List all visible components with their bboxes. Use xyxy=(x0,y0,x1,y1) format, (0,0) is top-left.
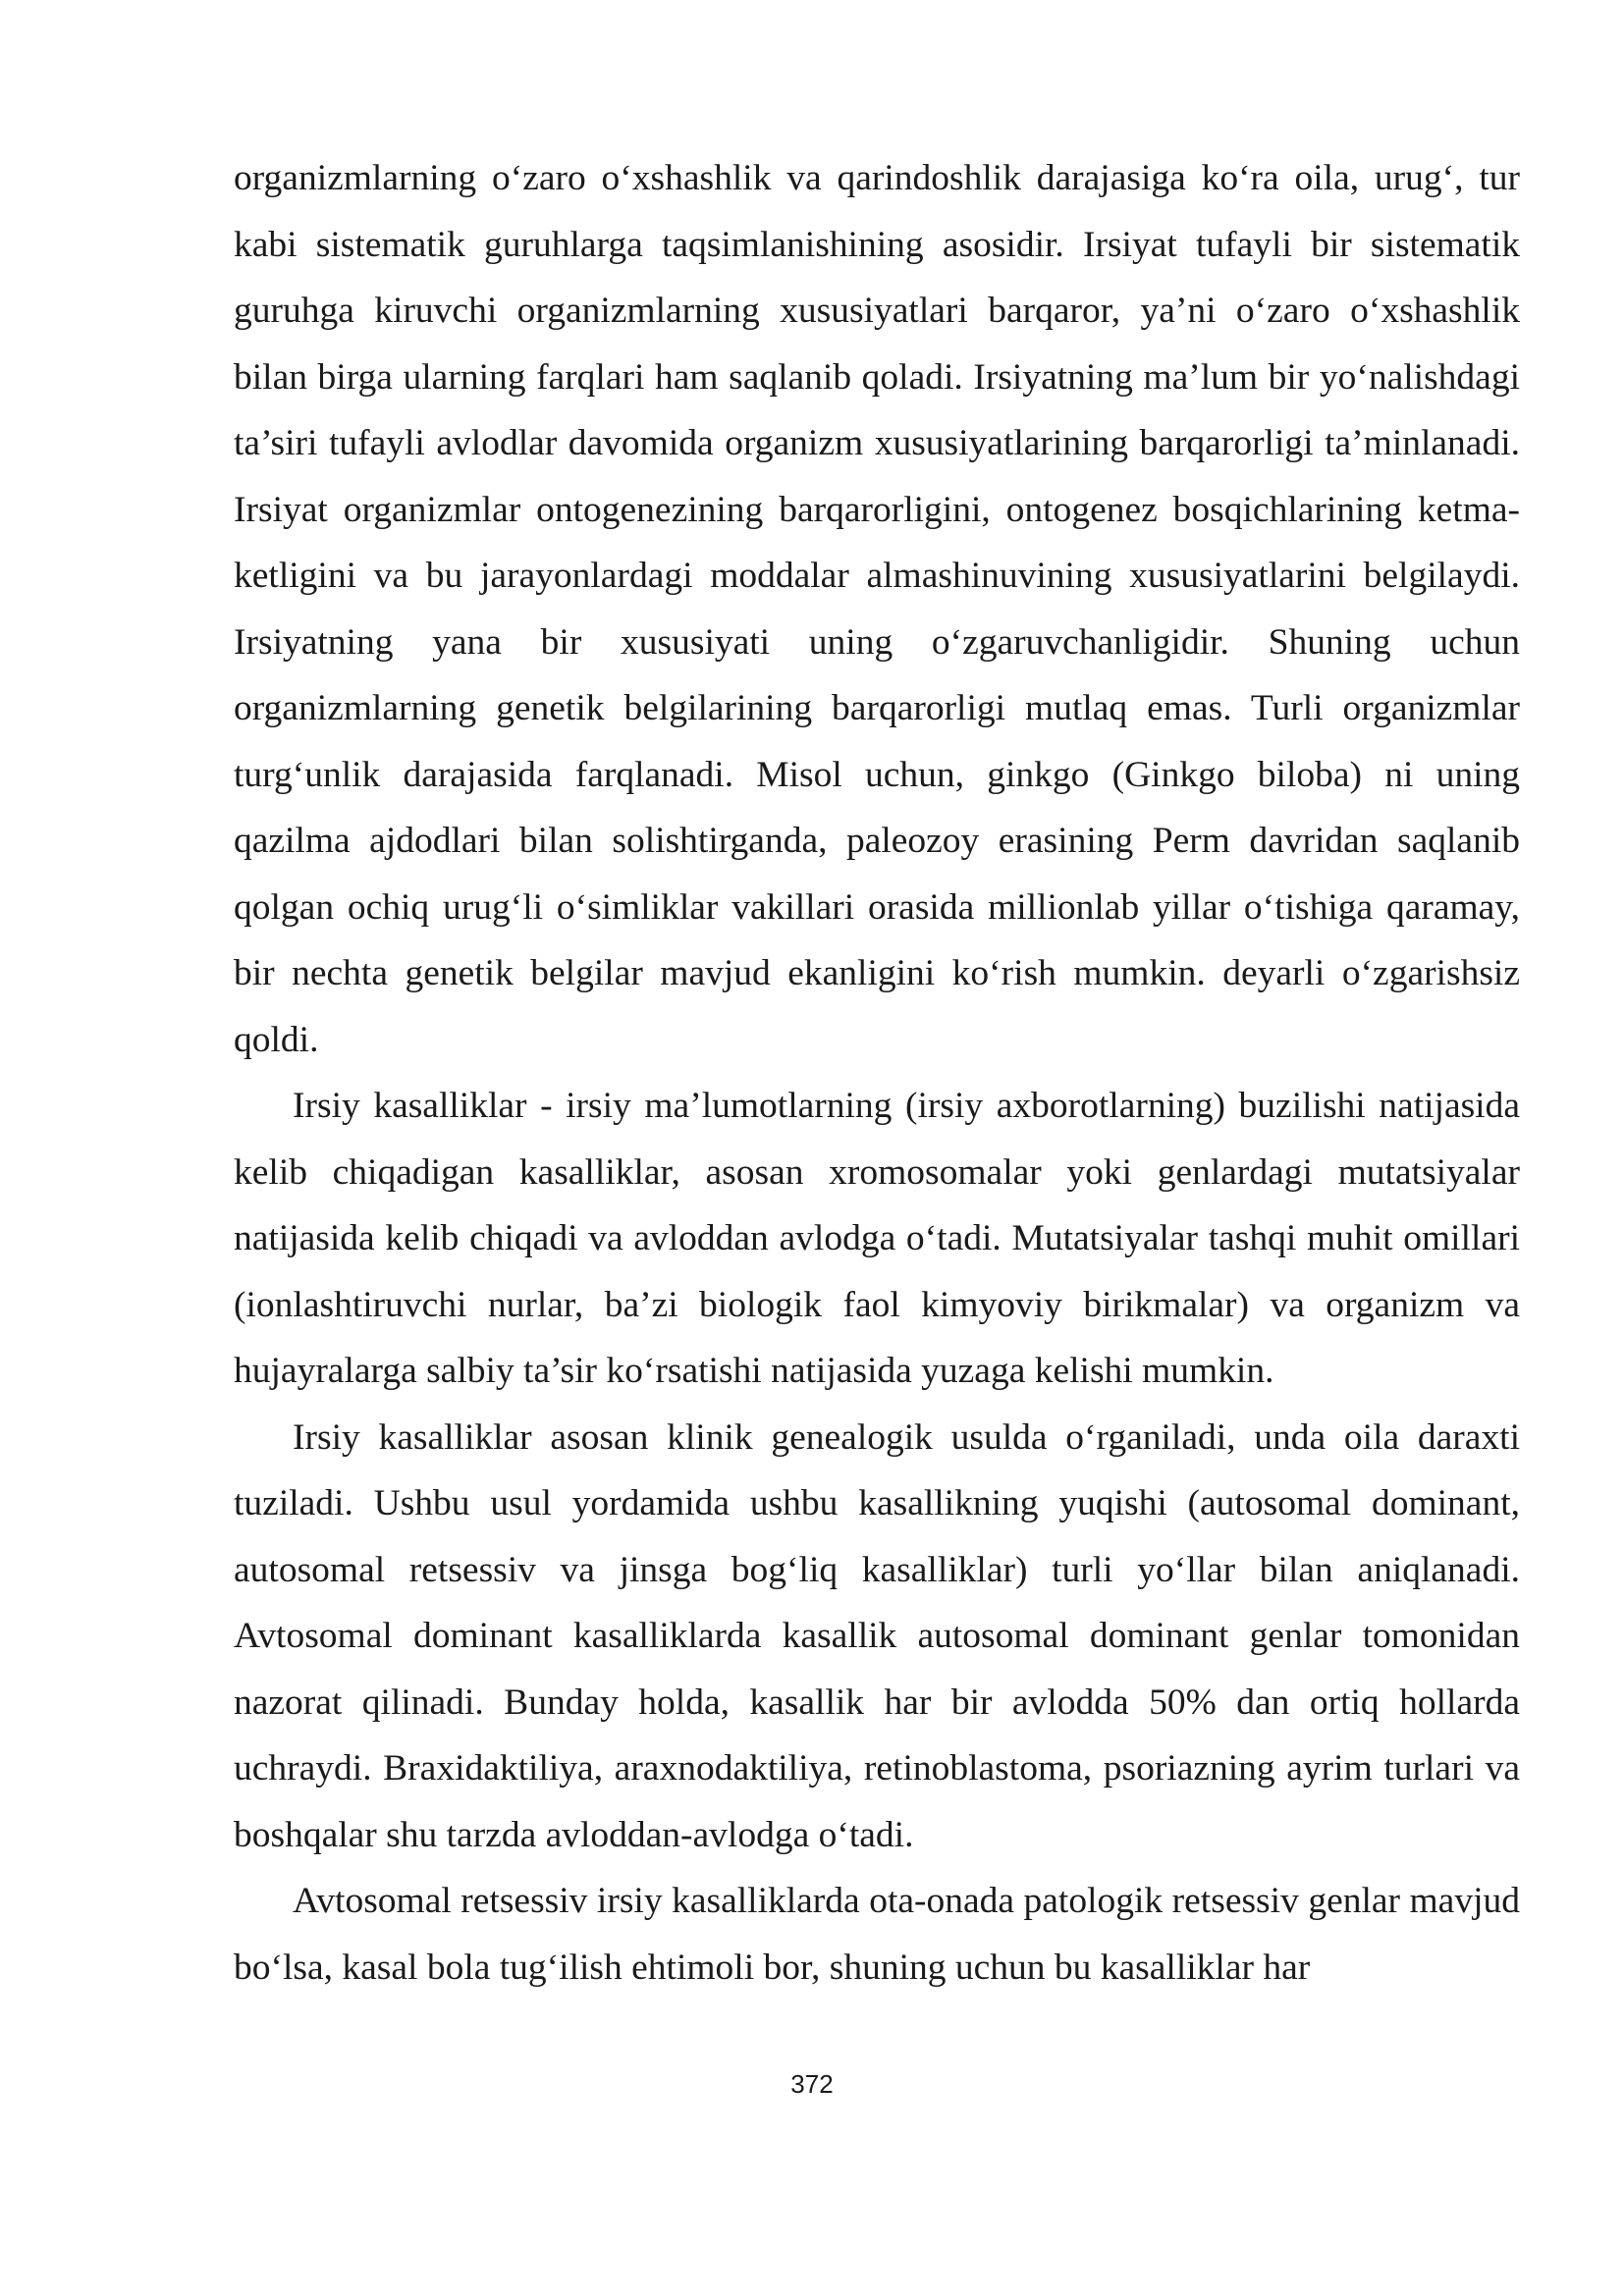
paragraph-heredity-stability: organizmlarning o‘zaro o‘xshashlik va qarindoshlik darajasiga ko‘ra oila, urug‘, tur kabi sistematik guruhlarga taqsimlanishining asosidir. Irsiyat tufayli bir sistematik guruhga kiruvchi organizmlarning xususiyatlari barqaror, ya’ni o‘zaro o‘xshashlik bilan birga ularning farqlari ham saqlanib qoladi. Irsiyatning ma’lum bir yo‘nalishdagi ta’siri tufayli avlodlar davomida organizm xususiyatlarining barqarorligi ta’minlanadi. Irsiyat organizmlar ontogenezining barqarorligini, ontogenez bosqichlarining ketma-ketligini va bu jarayonlardagi moddalar almashinuvining xususiyatlarini belgilaydi. Irsiyatning yana bir xususiyati uning o‘zgaruvchanligidir. Shuning uchun organizmlarning genetik belgilarining barqarorligi mutlaq emas. Turli organizmlar turg‘unlik darajasida farqlanadi. Misol uchun, ginkgo (Ginkgo biloba) ni uning qazilma ajdodlari bilan solishtirganda, paleozoy erasining Perm davridan saqlanib qolgan ochiq urug‘li o‘simliklar vakillari orasida millionlab yillar o‘tishiga qaramay, bir nechta genetik belgilar mavjud ekanligini ko‘rish mumkin. deyarli o‘zgarishsiz qoldi. xyxy=(234,158,1520,1060)
paragraph-autosomal-recessive: Avtosomal retsessiv irsiy kasalliklarda ota-onada patologik retsessiv genlar mavjud bo‘lsa, kasal bola tug‘ilish ehtimoli bor, shuning uchun bu kasalliklar har xyxy=(234,1881,1520,1988)
page-number: 372 xyxy=(790,2069,834,2099)
paragraph-genealogical-method: Irsiy kasalliklar asosan klinik genealogik usulda o‘rganiladi, unda oila daraxti tuziladi. Ushbu usul yordamida ushbu kasallikning yuqishi (autosomal dominant, autosomal retsessiv va jinsga bog‘liq kasalliklar) turli yo‘llar bilan aniqlanadi. Avtosomal dominant kasalliklarda kasallik autosomal dominant genlar tomonidan nazorat qilinadi. Bunday holda, kasallik har bir avlodda 50% dan ortiq hollarda uchraydi. Braxidaktiliya, araxnodaktiliya, retinoblastoma, psoriazning ayrim turlari va boshqalar shu tarzda avloddan-avlodga o‘tadi. xyxy=(234,1416,1520,1855)
page-body xyxy=(234,145,1520,2001)
paragraph-hereditary-diseases-definition: Irsiy kasalliklar - irsiy ma’lumotlarning (irsiy axborotlarning) buzilishi natijasida kelib chiqadigan kasalliklar, asosan xromosomalar yoki genlardagi mutatsiyalar natijasida kelib chiqadi va avloddan avlodga o‘tadi. Mutatsiyalar tashqi muhit omillari (ionlashtiruvchi nurlar, ba’zi biologik faol kimyoviy birikmalar) va organizm va hujayralarga salbiy ta’sir ko‘rsatishi natijasida yuzaga kelishi mumkin. xyxy=(234,1086,1520,1391)
